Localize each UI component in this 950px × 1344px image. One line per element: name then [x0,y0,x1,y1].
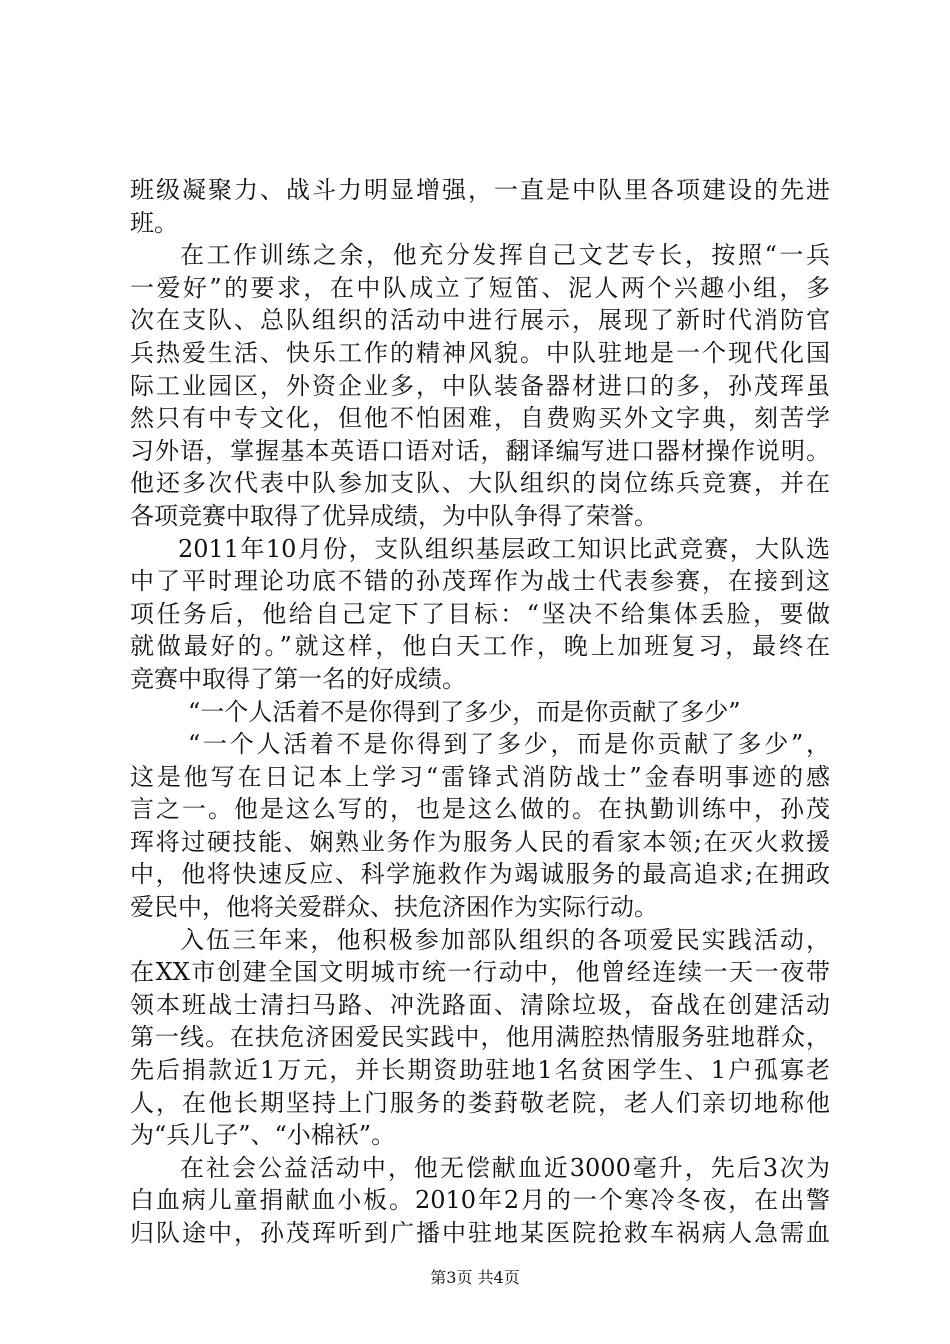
text-line: 这是他写在日记本上学习“雷锋式消防战士”金春明事迹的感 [130,762,830,791]
text-line: 他还多次代表中队参加支队、大队组织的岗位练兵竞赛，并在 [130,469,830,498]
text-line: 为“兵儿子”、“小棉袄”。 [130,1121,396,1150]
text-line: 言之一。他是这么写的，也是这么做的。在执勤训练中，孙茂 [130,795,830,824]
text-line: 归队途中，孙茂珲听到广播中驻地某医院抢救车祸病人急需血 [130,1219,830,1247]
text-line: 领本班战士清扫马路、冲洗路面、清除垃圾，奋战在创建活动 [130,990,830,1019]
text-line: 一爱好”的要求，在中队成立了短笛、泥人两个兴趣小组，多 [130,273,830,302]
document-body [130,174,830,1250]
text-line: 中了平时理论功底不错的孙茂珲作为战士代表参赛，在接到这 [130,567,830,596]
text-line: 人，在他长期坚持上门服务的娄葑敬老院，老人们亲切地称他 [130,1088,830,1117]
text-line: 兵热爱生活、快乐工作的精神风貌。中队驻地是一个现代化国 [130,338,830,367]
text-line: 项任务后，他给自己定下了目标：“坚决不给集体丢脸，要做 [130,599,830,628]
text-line: 各项竞赛中取得了优异成绩，为中队争得了荣誉。 [130,501,658,530]
text-line: 习外语，掌握基本英语口语对话，翻译编写进口器材操作说明。 [130,436,830,465]
paragraph-first-line: 2011年10月份，支队组织基层政工知识比武竞赛，大队选 [178,534,830,563]
page-footer: 第3页 共4页 [430,1268,520,1287]
text-line: 第一线。在扶危济困爱民实践中，他用满腔热情服务驻地群众， [130,1023,830,1052]
text-line: 竞赛中取得了第一名的好成绩。 [130,664,466,693]
text-line: 班。 [130,208,178,237]
paragraph-first-line: 在社会公益活动中，他无偿献血近3000毫升，先后3次为 [180,1153,830,1182]
text-line: 在XX市创建全国文明城市统一行动中，他曾经连续一天一夜带 [130,958,830,987]
text-line: 珲将过硬技能、娴熟业务作为服务人民的看家本领;在灭火救援 [130,827,830,856]
text-line: 然只有中专文化，但他不怕困难，自费购买外文字典，刻苦学 [130,404,830,433]
text-line: 爱民中，他将关爱群众、扶危济困作为实际行动。 [130,893,658,922]
text-line: 班级凝聚力、战斗力明显增强，一直是中队里各项建设的先进 [130,176,830,204]
text-line: 白血病儿童捐献血小板。2010年2月的一个寒冷冬夜，在出警 [130,1186,830,1215]
text-line: 就做最好的。”就这样，他白天工作，晚上加班复习，最终在 [130,632,830,661]
text-line: 际工业园区，外资企业多，中队装备器材进口的多，孙茂珲虽 [130,371,830,400]
paragraph-first-line: 在工作训练之余，他充分发挥自己文艺专长，按照“一兵 [180,241,830,270]
paragraph-first-line: 入伍三年来，他积极参加部队组织的各项爱民实践活动， [180,925,830,954]
paragraph-first-line: “一个人活着不是你得到了多少，而是你贡献了多少”， [188,730,830,759]
text-line: 次在支队、总队组织的活动中进行展示，展现了新时代消防官 [130,306,830,335]
text-line: 先后捐款近1万元，并长期资助驻地1名贫困学生、1户孤寡老 [130,1056,830,1085]
section-heading: “一个人活着不是你得到了多少，而是你贡献了多少” [188,697,741,726]
text-line: 中，他将快速反应、科学施救作为竭诚服务的最高追求;在拥政 [130,860,830,889]
